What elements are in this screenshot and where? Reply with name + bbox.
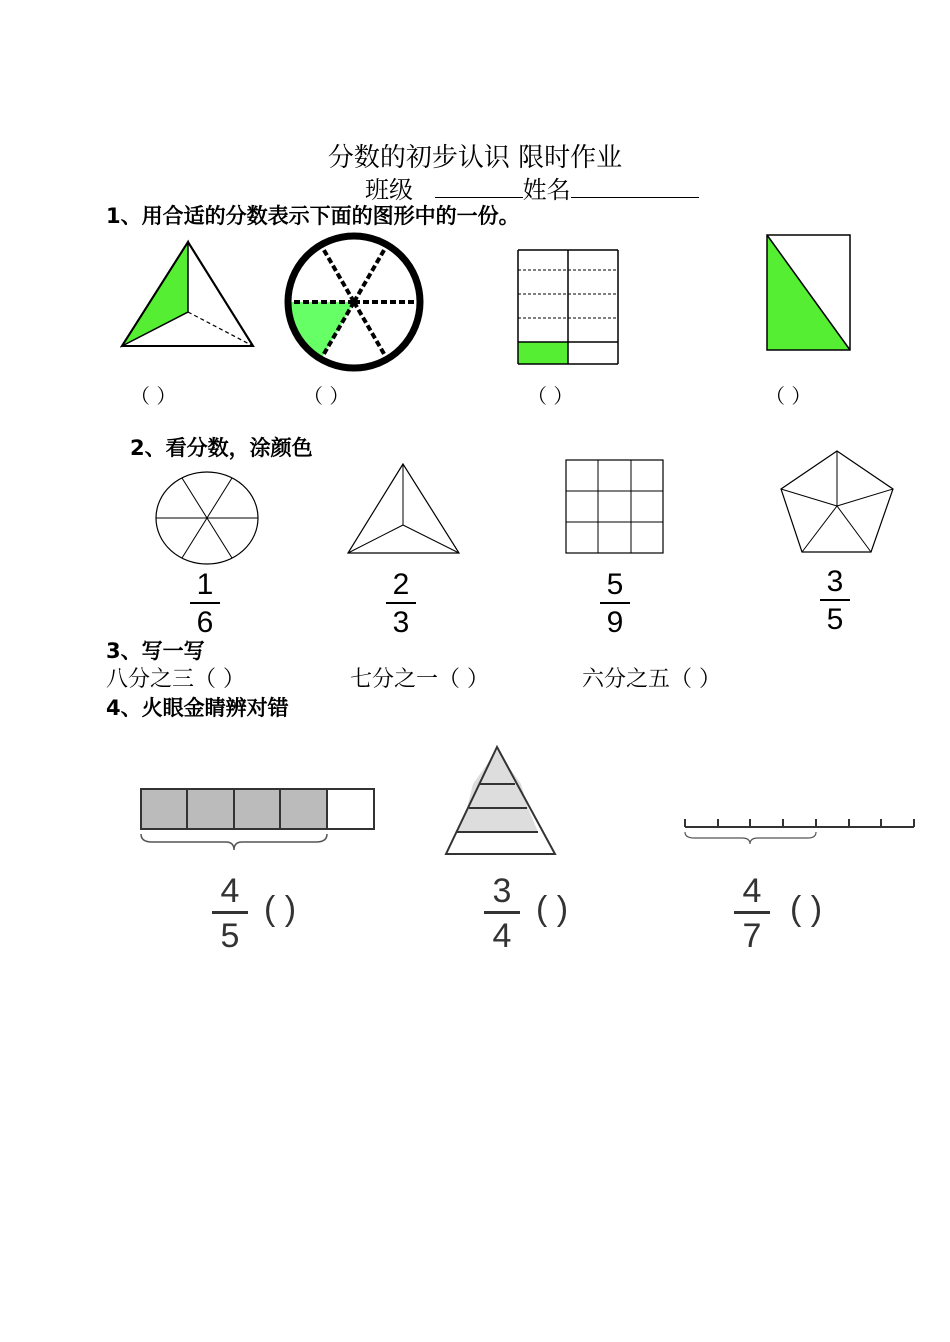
- fraction-denominator: 6: [196, 606, 214, 639]
- fraction-denominator: 9: [606, 606, 624, 639]
- name-blank[interactable]: [571, 175, 699, 198]
- q2-fraction-3: [600, 570, 630, 638]
- fraction-numerator: 4: [742, 872, 762, 910]
- fraction-denominator: 5: [220, 917, 240, 955]
- q4-fraction-2: [484, 874, 520, 953]
- worksheet-title: 分数的初步认识 限时作业: [327, 143, 623, 173]
- q1-rectangle-grid-figure: [516, 248, 620, 366]
- q3-heading: 3、写一写: [106, 639, 205, 663]
- q4-number-line-figure: [682, 812, 918, 848]
- q3-item-1[interactable]: 八分之三（ ）: [106, 667, 245, 692]
- fraction-bar: [734, 911, 770, 914]
- q4-triangle-figure: [443, 744, 559, 858]
- fraction-bar: [386, 602, 416, 604]
- fraction-numerator: 4: [220, 872, 240, 910]
- q4-answer-blank-2[interactable]: ( ): [536, 890, 569, 928]
- q4-fraction-3: [734, 874, 770, 953]
- fraction-numerator: 3: [492, 872, 512, 910]
- q2-triangle-figure[interactable]: [346, 461, 462, 557]
- fraction-denominator: 4: [492, 917, 512, 955]
- fraction-denominator: 5: [826, 603, 844, 636]
- class-label: 班级: [365, 176, 413, 204]
- q1-triangle-figure: [115, 240, 260, 352]
- q2-grid-figure[interactable]: [564, 458, 666, 555]
- name-label: 姓名: [522, 176, 571, 204]
- fraction-bar: [212, 911, 248, 914]
- q3-item-2[interactable]: 七分之一（ ）: [350, 667, 489, 692]
- q4-answer-blank-1[interactable]: ( ): [264, 890, 297, 928]
- q1-answer-blank-3[interactable]: （ ）: [527, 384, 574, 408]
- q1-circle-figure: [280, 232, 428, 380]
- q1-heading: 1、用合适的分数表示下面的图形中的一份。: [106, 204, 520, 228]
- q4-answer-blank-3[interactable]: ( ): [790, 890, 823, 928]
- fraction-bar: [820, 599, 850, 601]
- q4-fraction-1: [212, 874, 248, 953]
- q3-item-3[interactable]: 六分之五（ ）: [582, 667, 721, 692]
- q2-heading: 2、看分数，涂颜色: [130, 436, 313, 460]
- q2-fraction-4: [820, 567, 850, 635]
- fraction-bar: [190, 602, 220, 604]
- q2-fraction-1: [190, 570, 220, 638]
- fraction-numerator: 1: [196, 568, 214, 601]
- q2-circle-figure[interactable]: [154, 470, 260, 566]
- fraction-denominator: 7: [742, 917, 762, 955]
- fraction-denominator: 3: [392, 606, 410, 639]
- fraction-numerator: 5: [606, 568, 624, 601]
- q4-bar-figure: [138, 786, 378, 856]
- fraction-bar: [600, 602, 630, 604]
- q1-answer-blank-2[interactable]: （ ）: [303, 384, 350, 408]
- fraction-bar: [484, 911, 520, 914]
- fraction-numerator: 3: [826, 565, 844, 598]
- q2-pentagon-figure[interactable]: [778, 448, 896, 556]
- q1-answer-blank-4[interactable]: （ ）: [765, 384, 812, 408]
- q1-answer-blank-1[interactable]: （ ）: [130, 384, 177, 408]
- class-blank[interactable]: [435, 175, 523, 198]
- q1-diagonal-rectangle-figure: [765, 233, 853, 353]
- q2-fraction-2: [386, 570, 416, 638]
- q4-heading: 4、火眼金睛辨对错: [106, 696, 289, 720]
- fraction-numerator: 2: [392, 568, 410, 601]
